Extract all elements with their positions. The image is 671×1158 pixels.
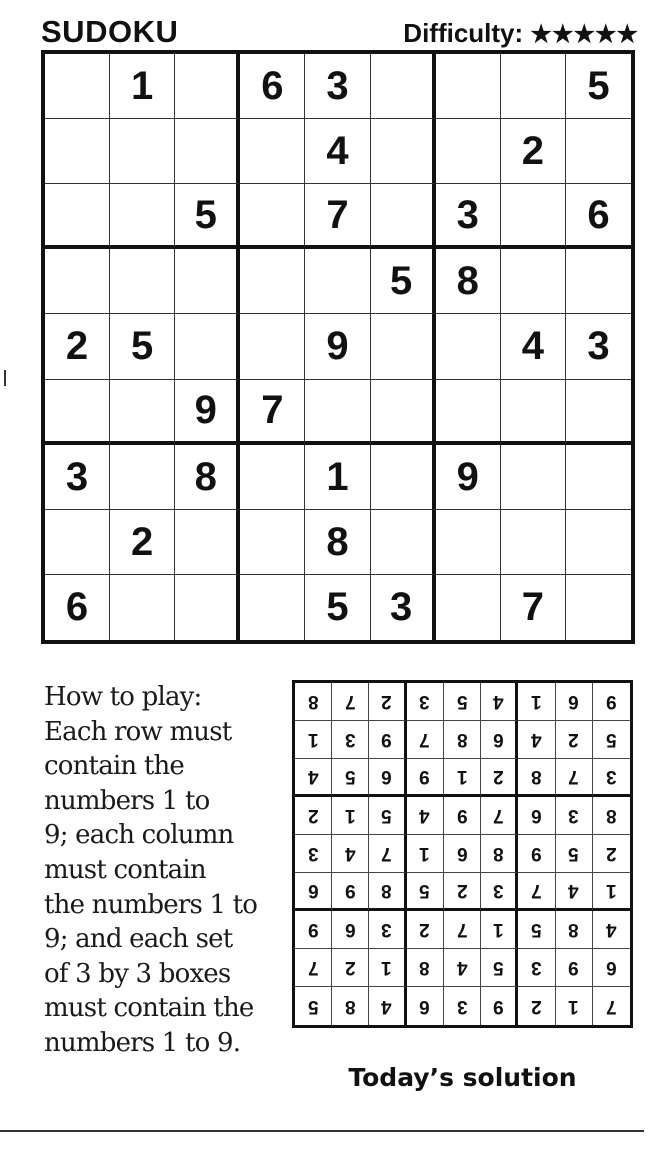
solution-digit: 2 [345,957,356,978]
solution-digit: 7 [345,691,356,712]
solution-digit: 2 [606,843,617,864]
given-cell: 3 [566,314,631,379]
solution-caption: Today’s solution [348,1063,577,1092]
instruction-line: 9; and each set [44,924,233,955]
solution-digit: 4 [345,843,356,864]
empty-cell[interactable] [371,119,436,184]
solution-cell [444,911,481,949]
solution-digit: 3 [531,957,542,978]
solution-cell [444,987,481,1025]
solution-digit: 1 [606,880,617,901]
empty-cell[interactable] [371,54,436,119]
solution-digit: 4 [492,691,504,712]
solution-cell [593,911,630,949]
given-cell: 8 [436,249,501,314]
solution-digit: 2 [492,766,504,787]
solution-digit: 3 [419,691,431,712]
instruction-line: Each row must [44,716,232,747]
solution-cell [332,949,369,987]
solution-digit: 4 [568,880,579,901]
solution-digit: 6 [606,957,617,978]
solution-digit: 3 [307,843,319,864]
solution-digit: 5 [419,880,431,901]
solution-cell [407,873,444,911]
solution-digit: 2 [531,995,542,1017]
empty-cell[interactable] [566,510,631,575]
solution-digit: 4 [307,766,319,787]
empty-cell[interactable] [305,249,370,314]
given-cell: 3 [45,445,110,510]
empty-cell[interactable] [436,510,501,575]
solution-cell [332,835,369,873]
solution-cell [556,987,593,1025]
given-cell: 6 [240,54,305,119]
empty-cell[interactable] [110,119,175,184]
solution-cell [407,949,444,987]
solution-cell [593,759,630,797]
solution-digit: 8 [345,995,356,1017]
given-cell: 8 [175,445,240,510]
solution-digit: 1 [568,995,579,1017]
solution-cell [369,683,406,721]
empty-cell[interactable] [436,54,501,119]
solution-digit: 7 [606,995,617,1017]
solution-digit: 5 [531,919,542,940]
margin-mark [4,370,6,386]
solution-digit: 9 [606,691,617,712]
instruction-line: must contain [44,854,206,885]
solution-cell [369,987,406,1025]
solution-digit: 3 [456,995,468,1017]
solution-cell [481,873,518,911]
solution-digit: 9 [307,919,319,940]
solution-cell [332,683,369,721]
instruction-line: contain the [44,751,185,782]
empty-cell[interactable] [110,445,175,510]
instruction-line: the numbers 1 to [44,889,258,920]
solution-cell [369,911,406,949]
empty-cell[interactable] [240,314,305,379]
solution-cell [593,873,630,911]
solution-digit: 8 [381,880,392,901]
given-cell: 4 [305,119,370,184]
solution-cell [593,721,630,759]
empty-cell[interactable] [45,119,110,184]
empty-cell[interactable] [240,184,305,249]
given-cell: 9 [436,445,501,510]
given-cell: 7 [305,184,370,249]
solution-digit: 2 [419,919,431,940]
solution-digit: 4 [531,729,542,750]
empty-cell[interactable] [501,380,566,445]
solution-digit: 8 [606,805,617,826]
empty-cell[interactable] [305,380,370,445]
solution-cell [295,873,332,911]
solution-digit: 6 [568,691,579,712]
solution-cell [444,797,481,835]
difficulty-label: Difficulty: [403,18,524,48]
given-cell: 4 [501,314,566,379]
given-cell: 1 [110,54,175,119]
solution-cell [593,987,630,1025]
solution-digit: 7 [381,843,392,864]
solution-cell [444,949,481,987]
empty-cell[interactable] [240,575,305,640]
given-cell: 7 [501,575,566,640]
solution-digit: 9 [419,766,431,787]
solution-digit: 8 [456,729,468,750]
solution-cell [407,683,444,721]
solution-digit: 5 [606,729,617,750]
solution-cell [407,759,444,797]
solution-cell [332,759,369,797]
solution-digit: 7 [456,919,468,940]
solution-cell [295,797,332,835]
solution-digit: 1 [419,843,431,864]
solution-digit: 5 [456,691,468,712]
solution-digit: 4 [606,919,617,940]
solution-cell [556,835,593,873]
empty-cell[interactable] [175,575,240,640]
solution-cell [518,987,555,1025]
solution-digit: 4 [419,805,431,826]
solution-digit: 1 [531,691,542,712]
solution-cell [295,987,332,1025]
given-cell: 2 [501,119,566,184]
solution-cell [295,721,332,759]
given-cell: 5 [566,54,631,119]
solution-cell [518,949,555,987]
solution-cell [369,721,406,759]
solution-digit: 6 [307,880,319,901]
solution-digit: 9 [456,805,468,826]
solution-digit: 1 [381,957,392,978]
empty-cell[interactable] [240,445,305,510]
given-cell: 5 [175,184,240,249]
empty-cell[interactable] [45,54,110,119]
empty-cell[interactable] [175,314,240,379]
solution-digit: 1 [345,805,356,826]
solution-cell [444,721,481,759]
solution-digit: 1 [456,766,468,787]
solution-cell [369,835,406,873]
solution-digit: 6 [492,729,504,750]
instruction-line: numbers 1 to [44,785,210,816]
given-cell: 8 [305,510,370,575]
bottom-divider [0,1130,644,1132]
solution-digit: 4 [456,957,468,978]
empty-cell[interactable] [45,184,110,249]
solution-cell [407,797,444,835]
solution-digit: 3 [345,729,356,750]
solution-digit: 3 [381,919,392,940]
solution-cell [556,873,593,911]
empty-cell[interactable] [501,445,566,510]
empty-cell[interactable] [110,575,175,640]
empty-cell[interactable] [501,184,566,249]
empty-cell[interactable] [501,510,566,575]
how-to-play-instructions [44,680,284,1061]
solution-cell [481,721,518,759]
solution-digit: 5 [345,766,356,787]
solution-cell [407,911,444,949]
empty-cell[interactable] [371,314,436,379]
given-cell: 6 [45,575,110,640]
empty-cell[interactable] [371,380,436,445]
solution-cell [444,759,481,797]
solution-cell [369,873,406,911]
solution-digit: 9 [568,957,579,978]
solution-cell [556,797,593,835]
solution-digit: 5 [568,843,579,864]
empty-cell[interactable] [175,510,240,575]
solution-cell [556,759,593,797]
solution-digit: 6 [419,995,431,1017]
solution-digit: 9 [381,729,392,750]
solution-cell [593,797,630,835]
solution-cell [518,797,555,835]
empty-cell[interactable] [566,445,631,510]
empty-cell[interactable] [240,119,305,184]
solution-digit: 9 [492,995,504,1017]
given-cell: 1 [305,445,370,510]
solution-digit: 5 [492,957,504,978]
difficulty-stars-icon: ★★★★★ [530,21,638,48]
empty-cell[interactable] [371,445,436,510]
solution-digit: 6 [345,919,356,940]
solution-cell [518,911,555,949]
solution-cell [332,987,369,1025]
solution-digit: 3 [568,805,579,826]
empty-cell[interactable] [566,575,631,640]
empty-cell[interactable] [110,184,175,249]
empty-cell[interactable] [436,380,501,445]
solution-cell [407,987,444,1025]
sudoku-grid [41,50,635,644]
solution-cell [332,873,369,911]
empty-cell[interactable] [436,575,501,640]
solution-digit: 2 [381,691,392,712]
empty-cell[interactable] [175,54,240,119]
solution-cell [518,835,555,873]
solution-digit: 2 [307,805,319,826]
solution-cell [369,759,406,797]
instruction-line: of 3 by 3 boxes [44,958,231,989]
given-cell: 3 [305,54,370,119]
solution-digit: 4 [381,995,392,1017]
given-cell: 9 [305,314,370,379]
solution-cell [481,835,518,873]
given-cell: 2 [45,314,110,379]
solution-cell [295,835,332,873]
solution-cell [481,911,518,949]
solution-cell [481,987,518,1025]
solution-digit: 7 [419,729,431,750]
instruction-line: numbers 1 to 9. [44,1027,241,1058]
solution-cell [481,759,518,797]
solution-cell [518,873,555,911]
solution-cell [444,873,481,911]
solution-digit: 3 [492,880,504,901]
empty-cell[interactable] [501,249,566,314]
solution-cell [332,911,369,949]
solution-digit: 8 [492,843,504,864]
solution-cell [295,911,332,949]
solution-digit: 7 [307,957,319,978]
puzzle-title: SUDOKU [41,14,179,49]
empty-cell[interactable] [110,249,175,314]
given-cell: 7 [240,380,305,445]
solution-digit: 9 [531,843,542,864]
solution-digit: 6 [531,805,542,826]
solution-cell [407,835,444,873]
empty-cell[interactable] [566,249,631,314]
solution-cell [593,949,630,987]
given-cell: 3 [436,184,501,249]
solution-grid [292,680,633,1028]
given-cell: 3 [371,575,436,640]
instruction-line: must contain the [44,993,254,1024]
solution-cell [332,721,369,759]
empty-cell[interactable] [371,510,436,575]
solution-digit: 2 [456,880,468,901]
empty-cell[interactable] [566,380,631,445]
solution-digit: 7 [568,766,579,787]
solution-digit: 2 [568,729,579,750]
solution-cell [295,683,332,721]
empty-cell[interactable] [45,249,110,314]
solution-cell [518,721,555,759]
empty-cell[interactable] [371,184,436,249]
solution-cell [518,683,555,721]
given-cell: 5 [305,575,370,640]
solution-digit: 8 [568,919,579,940]
solution-cell [369,949,406,987]
given-cell: 6 [566,184,631,249]
empty-cell[interactable] [175,249,240,314]
solution-digit: 5 [307,995,319,1017]
solution-cell [481,683,518,721]
solution-cell [369,797,406,835]
solution-cell [518,759,555,797]
solution-digit: 6 [456,843,468,864]
solution-cell [556,949,593,987]
solution-cell [295,759,332,797]
solution-cell [593,835,630,873]
solution-cell [593,683,630,721]
solution-digit: 6 [381,766,392,787]
solution-cell [556,683,593,721]
empty-cell[interactable] [240,510,305,575]
solution-digit: 5 [381,805,392,826]
solution-digit: 8 [531,766,542,787]
solution-cell [481,949,518,987]
instruction-line: 9; each column [44,820,234,851]
empty-cell[interactable] [436,314,501,379]
solution-digit: 7 [492,805,504,826]
solution-cell [444,683,481,721]
empty-cell[interactable] [501,54,566,119]
empty-cell[interactable] [436,119,501,184]
difficulty-rating [403,17,638,51]
solution-cell [444,835,481,873]
solution-digit: 1 [492,919,504,940]
given-cell: 5 [110,314,175,379]
solution-cell [556,721,593,759]
empty-cell[interactable] [110,380,175,445]
instruction-line: How to play: [44,682,202,712]
solution-digit: 7 [531,880,542,901]
empty-cell[interactable] [566,119,631,184]
solution-cell [407,721,444,759]
solution-digit: 8 [419,957,431,978]
solution-digit: 8 [307,691,319,712]
empty-cell[interactable] [240,249,305,314]
solution-cell [332,797,369,835]
given-cell: 5 [371,249,436,314]
solution-digit: 1 [307,729,319,750]
solution-cell [556,911,593,949]
solution-cell [481,797,518,835]
empty-cell[interactable] [45,510,110,575]
given-cell: 9 [175,380,240,445]
given-cell: 2 [110,510,175,575]
solution-cell [295,949,332,987]
empty-cell[interactable] [175,119,240,184]
solution-digit: 3 [606,766,617,787]
solution-digit: 9 [345,880,356,901]
empty-cell[interactable] [45,380,110,445]
